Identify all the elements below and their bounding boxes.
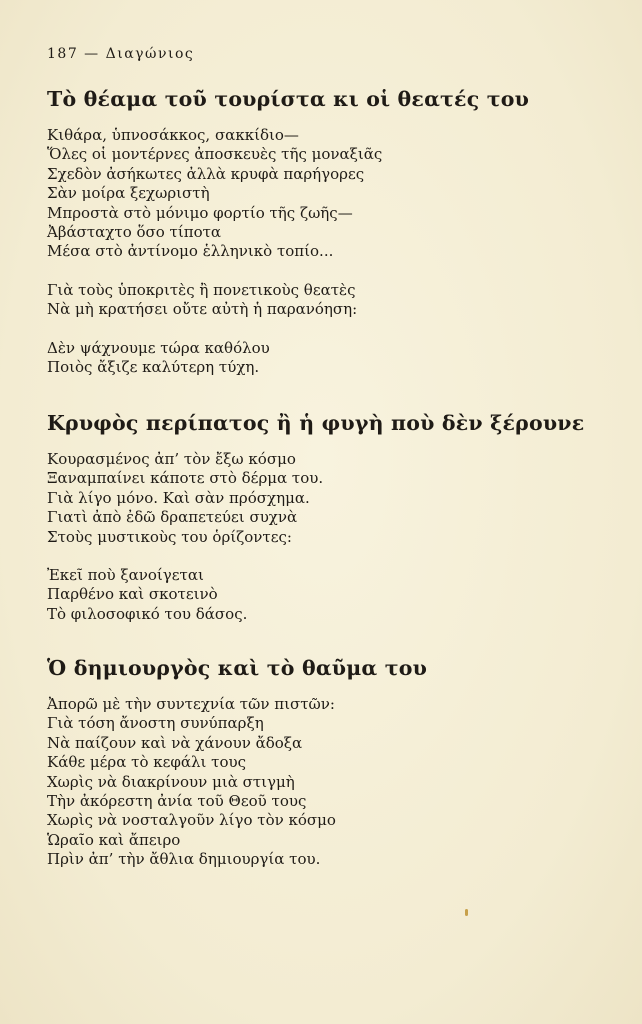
poem-line: Ξαναμπαίνει κάποτε στὸ δέρμα του. (47, 469, 324, 488)
stanza (47, 450, 607, 547)
poem-section-2 (47, 409, 607, 624)
stanza (47, 281, 607, 320)
poem-line: Τὸ φιλοσοφικό του δάσος. (47, 604, 248, 623)
poem-line: Ὡραῖο καὶ ἄπειρο (47, 830, 181, 849)
poem-line: Σὰν μοίρα ξεχωριστὴ (47, 184, 210, 203)
ink-speck (465, 909, 468, 916)
poem-line: Ἀβάσταχτο ὅσο τίποτα (47, 223, 222, 242)
stanza (47, 695, 607, 870)
poem-line: Παρθένο καὶ σκοτεινὸ (47, 585, 218, 604)
page-header: 187 — Διαγώνιος (47, 46, 195, 62)
stanza (47, 566, 607, 624)
poem-line: Ἐκεῖ ποὺ ξανοίγεται (47, 566, 204, 585)
poem-line: Νὰ παίζουν καὶ νὰ χάνουν ἄδοξα (47, 733, 303, 752)
poem-line: Χωρὶς νὰ νοσταλγοῦν λίγο τὸν κόσμο (47, 811, 336, 830)
poem-line: Γιὰ τόση ἄνοστη συνύπαρξη (47, 714, 264, 733)
poem-line: Κουρασμένος ἀπ’ τὸν ἔξω κόσμο (47, 450, 296, 468)
poem-line: Χωρὶς νὰ διακρίνουν μιὰ στιγμὴ (47, 772, 295, 791)
poem-title: Τὸ θέαμα τοῦ τουρίστα κι οἱ θεατές του (47, 87, 530, 111)
poem-title: Ὁ δημιουργὸς καὶ τὸ θαῦμα του (47, 656, 428, 680)
poem-line: Μπροστὰ στὸ μόνιμο φορτίο τῆς ζωῆς— (47, 203, 353, 222)
poem-line: Ἀπορῶ μὲ τὴν συντεχνία τῶν πιστῶν: (47, 695, 335, 713)
poem-line: Πρὶν ἀπ’ τὴν ἄθλια δημιουργία του. (47, 850, 321, 869)
poem-line: Σχεδὸν ἀσήκωτες ἀλλὰ κρυφὰ παρήγορες (47, 164, 365, 183)
poem-line: Ποιὸς ἄξιζε καλύτερη τύχη. (47, 358, 260, 377)
poem-line: Γιὰ λίγο μόνο. Καὶ σὰν πρόσχημα. (47, 488, 310, 507)
poem-section-1 (47, 85, 607, 377)
poem-line: Στοὺς μυστικοὺς του ὁρίζοντες: (47, 527, 292, 546)
poem-line: Τὴν ἀκόρεστη ἀνία τοῦ Θεοῦ τους (47, 792, 307, 811)
poem-line: Ὅλες οἱ μοντέρνες ἀποσκευὲς τῆς μοναξιᾶς (47, 145, 383, 164)
poem-line: Γιὰ τοὺς ὑποκριτὲς ἢ πονετικοὺς θεατὲς (47, 280, 356, 299)
stanza (47, 126, 607, 262)
poem-line: Γιατὶ ἀπὸ ἐδῶ δραπετεύει συχνὰ (47, 508, 298, 527)
poem-line: Δὲν ψάχνουμε τώρα καθόλου (47, 338, 270, 357)
poem-title: Κρυφὸς περίπατος ἢ ἡ φυγὴ ποὺ δὲν ξέρουνε (47, 411, 585, 435)
poem-line: Μέσα στὸ ἀντίνομο ἑλληνικὸ τοπίο... (47, 242, 334, 261)
poem-line: Κάθε μέρα τὸ κεφάλι τους (47, 753, 247, 772)
poem-line: Νὰ μὴ κρατήσει οὔτε αὐτὴ ἡ παρανόηση: (47, 300, 358, 319)
poem-section-3 (47, 654, 607, 870)
poem-line: Κιθάρα, ὑπνοσάκκος, σακκίδιο— (47, 126, 299, 144)
stanza (47, 339, 607, 378)
